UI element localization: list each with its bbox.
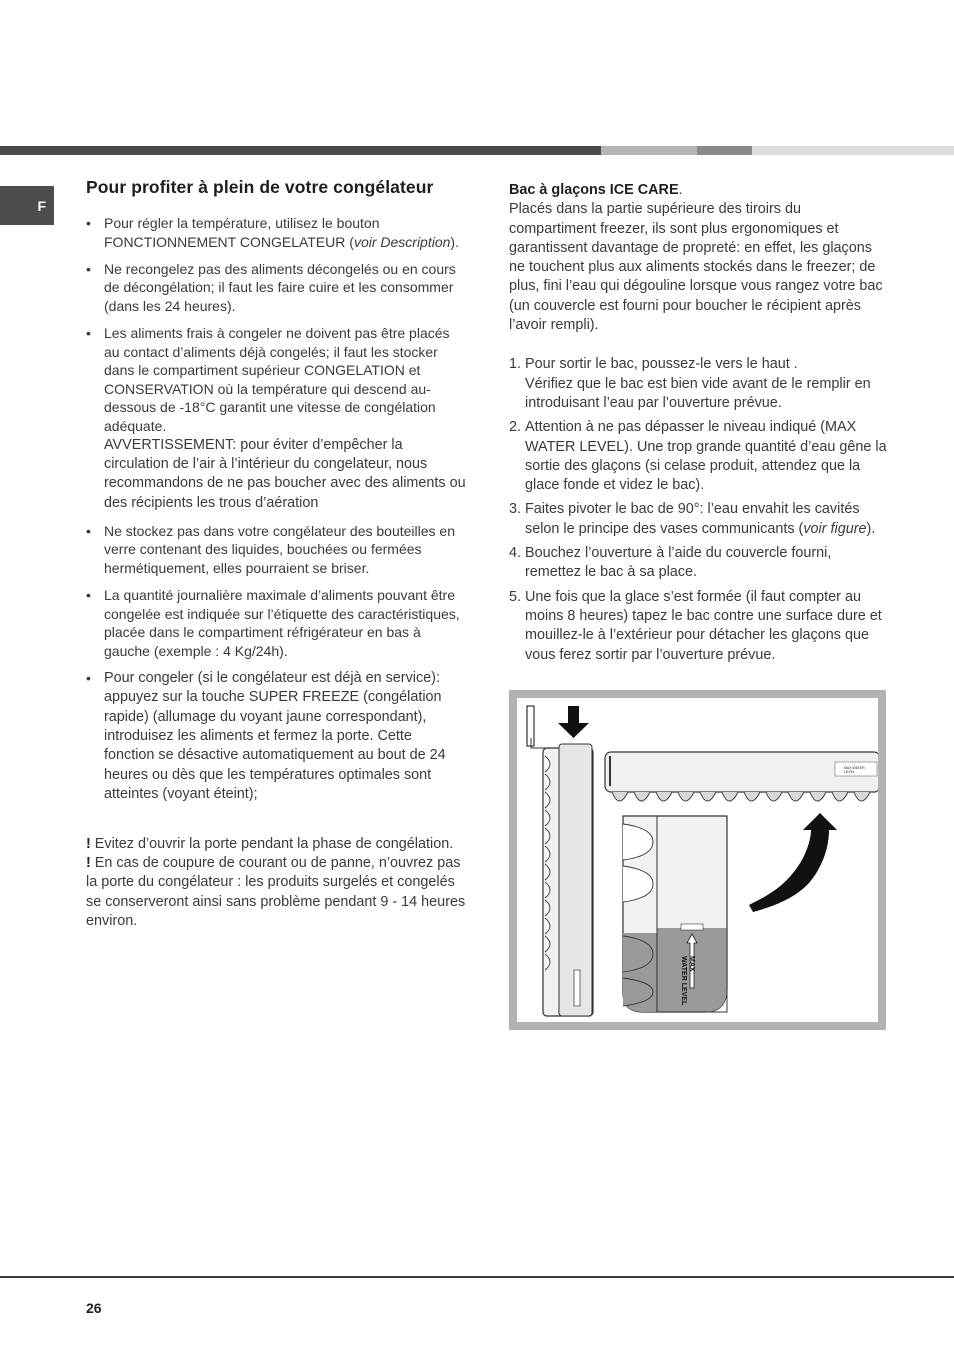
warnings (86, 835, 466, 932)
tray-max-label: MAX WATER LEVEL (844, 766, 865, 774)
bullet-icon: • (86, 522, 91, 539)
header-bar-dark (0, 146, 601, 155)
list-item (86, 522, 466, 578)
tips-list (86, 214, 466, 805)
list-item (86, 214, 466, 251)
step-item (509, 588, 891, 665)
header-bar-mid (697, 146, 752, 155)
figure-canvas (517, 698, 878, 1022)
ice-care-title: Bac à glaçons ICE CARE (509, 182, 679, 198)
list-item-text: Ne recongelez pas des aliments décongelés ou en cours de décongélation; il faut les faire cuire et les consommer (dans les 24 heures). (104, 260, 456, 314)
list-item-warning: AVVERTISSEMENT: pour éviter d’empêcher la circulation de l’air à l’intérieur du congelateur, nous recommandons de ne pas boucher avec des aliments ou des récipients les trous d’aération (104, 436, 466, 511)
warning-text: Evitez d’ouvrir la porte pendant la phase de congélation. (94, 835, 454, 852)
max-label: MAX (688, 956, 695, 972)
list-item-text: Pour congeler (si le congélateur est déjà en service): appuyez sur la touche SUPER FREEZE (congélation rapide) (allumage du voyant jaune correspondant), introduisez les aliments et fermez la porte. Cette fonction se désactive automatiquement au bout de 24 heures ou dès que les températures optimales sont atteintes (voyant éteint); (104, 669, 446, 803)
list-item-text: La quantité journalière maximale d’aliments pouvant être congelée est indiquée sur l’étiquette des caractéristiques, placée dans le compartiment réfrigérateur en bas à gauche (exemple : 4 Kg/24h). (104, 586, 460, 659)
exclamation-icon: ! (86, 855, 91, 872)
list-item (86, 669, 466, 805)
horizontal-tray (605, 752, 878, 801)
steps-list (509, 355, 891, 664)
step-item (509, 500, 891, 539)
step-text: Pour sortir le bac, poussez-le vers le haut . (525, 356, 798, 373)
bullet-icon: • (86, 586, 91, 603)
header-bar-light (601, 146, 697, 155)
step-item (509, 355, 891, 413)
ice-care-text: Placés dans la partie supérieure des tiroirs du compartiment freezer, ils sont plus ergonomiques et garantissent davantage de propreté: en effet, les glaçons ne touchent plus aux aliments stockés dans le freezer; de plus, fini l’eau qui dégouline lorsque vous rangez votre bac (un couvercle est fourni pour boucher le récipient après l’avoir rempli). (509, 201, 883, 334)
bullet-icon: • (86, 669, 91, 686)
ice-care-intro (509, 181, 891, 335)
list-item-after: ). (450, 233, 459, 250)
step-after: ). (866, 520, 876, 537)
step-text: Une fois que la glace s’est formée (il faut compter au moins 8 heures) tapez le bac contre une surface dure et mouillez-le à l’extérieur pour détacher les glaçons que vous ferez sortir par l’ouverture prévue. (525, 588, 882, 663)
step-number: 1. (509, 356, 522, 373)
bullet-icon: • (86, 215, 91, 231)
list-item-text: Les aliments frais à congeler ne doivent pas être placés au contact d’aliments déjà congelés; il faut les stocker dans le compartiment supérieur CONGELATION et CONSERVATION où la température qui descend au-dessous de -18°C garantit une vitesse de congélation adéquate. (104, 324, 450, 434)
step-extra: Vérifiez que le bac est bien vide avant de le remplir en introduisant l’eau par l’ouverture prévue. (525, 375, 871, 411)
ice-care-title-suffix: . (678, 182, 683, 198)
list-item (86, 324, 466, 513)
warning-text: En cas de coupure de courant ou de panne, n’ouvrez pas la porte du congélateur : les produits surgelés et congelés se conserveront ainsi sans problème pendant 9 - 14 heures environ. (86, 855, 466, 930)
step-italic: voir figure (803, 520, 867, 537)
footer-rule (0, 1276, 954, 1278)
step-item (509, 544, 891, 583)
list-item (86, 260, 466, 316)
language-tab: F (0, 186, 54, 225)
section-title: Pour profiter à plein de votre congélateur (86, 177, 434, 197)
list-item-text: Pour régler la température, utilisez le bouton FONCTIONNEMENT CONGELATEUR ( (104, 215, 380, 250)
step-item (509, 418, 891, 495)
list-item-italic: voir Description (353, 233, 451, 250)
list-item (86, 586, 466, 660)
warning-line (86, 854, 466, 932)
ice-tray-figure (509, 690, 886, 1030)
step-number: 5. (509, 588, 522, 605)
ice-tray-illustration (517, 698, 878, 1022)
left-column (86, 177, 466, 932)
rotate-arrow-icon (749, 813, 837, 912)
page-number: 26 (86, 1300, 102, 1316)
water-tray (623, 816, 727, 1012)
step-text: Bouchez l’ouverture à l’aide du couvercle fourni, remettez le bac à sa place. (525, 545, 832, 581)
down-arrow-icon (558, 706, 589, 738)
vertical-tray (527, 706, 593, 1016)
exclamation-icon: ! (86, 835, 91, 852)
step-text: Faites pivoter le bac de 90°: l’eau envahit les cavités selon le principe des vases communicants ( (525, 501, 860, 537)
step-number: 3. (509, 501, 522, 518)
water-level-label: WATER LEVEL (680, 956, 687, 1006)
step-number: 4. (509, 545, 522, 562)
header-bar-pale (752, 146, 954, 155)
bullet-icon: • (86, 324, 91, 341)
warning-line (86, 835, 466, 854)
right-column (509, 181, 891, 670)
step-text: Attention à ne pas dépasser le niveau indiqué (MAX WATER LEVEL). Une trop grande quantité d’eau gêne la sortie des glaçons (si celase produit, attendez que la glace fonde et videz le bac). (525, 419, 887, 494)
list-item-text: Ne stockez pas dans votre congélateur des bouteilles en verre contenant des liquides, bouchées ou fermées hermétiquement, elles pourraient se briser. (104, 522, 455, 576)
step-number: 2. (509, 419, 522, 436)
bullet-icon: • (86, 260, 91, 277)
